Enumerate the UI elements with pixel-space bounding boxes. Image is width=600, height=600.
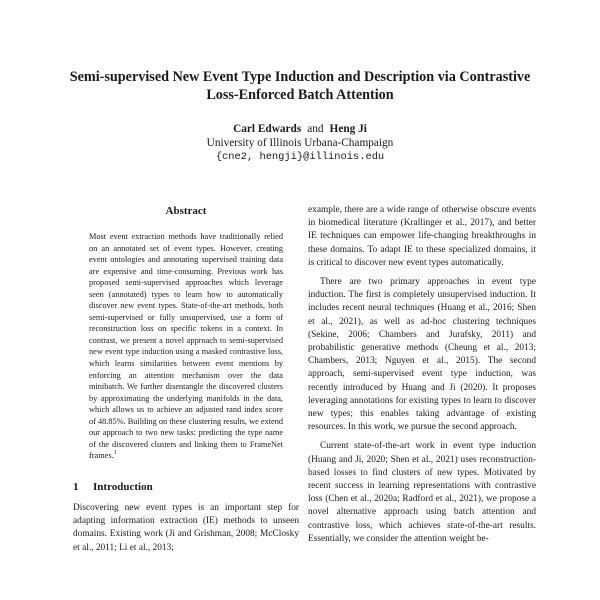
affiliation: University of Illinois Urbana-Champaign	[206, 137, 394, 149]
paper-title: Semi-supervised New Event Type Induction and Description via Contrastive Loss-Enforced Batch Attention	[69, 69, 531, 103]
body-paragraph: example, there are a wide range of otherwise obscure events in biomedical literature (Krallinger et al., 2017), and better IE techniques can empower life-changing breakthroughs in these domains. To adapt IE to these specialized domains, it is critical to discover new event types automatically.	[308, 205, 536, 268]
author-name: Carl Edwards	[233, 123, 302, 135]
footnote-marker: 1	[113, 450, 117, 457]
abstract-text: Most event extraction methods have traditionally relied on an annotated set of event types. However, creating event ontologies and annotating supervised training data are expensive and time-consuming. Previous work has proposed semi-supervised approaches which leverage seen (annotated) types to learn how to automatically discover new event types. State-of-the-art methods, both semi-supervised or fully unsupervised, use a form of reconstruction loss on specific tokens in a context. In contrast, we present a novel approach to semi-supervised new event type induction using a masked contrastive loss, which learns similarities between event mentions by enforcing an attention mechanism over the data minibatch. We further disentangle the discovered clusters by approximating the underlying manifolds in the data, which allows us to achieve an adjusted rand index score of 48.85%. Building on these clustering results, we extend our approach to two new tasks: predicting the type name of the discovered clusters and linking them to FrameNet frames.	[89, 232, 283, 461]
section-title: Introduction	[93, 480, 153, 493]
section-number: 1	[73, 480, 79, 493]
body-paragraph: Current state-of-the-art work in event type induction (Huang and Ji, 2020; Shen et al., 2021) uses reconstruction-based losses to find clusters of new types. Motivated by recent success in learning representations with contrastive loss (Chen et al., 2020a; Radford et al., 2021), we propose a novel alternative approach using batch attention and contrastive loss, which achieves state-of-the-art results. Essentially, we consider the attention weight be-	[308, 441, 536, 544]
intro-paragraph: Discovering new event types is an important step for adapting information extraction (IE) methods to unseen domains. Existing work (Ji and Grishman, 2008; McClosky et al., 2011; Li et al., 2013;	[73, 502, 299, 553]
body-paragraph: There are two primary approaches in event type induction. The first is completely unsupervised induction. It includes recent neural techniques (Huang et al., 2016; Shen et al., 2021), as well as ad-hoc clustering techniques (Sekine, 2006; Chambers and Jurafsky, 2011) and probabilistic generative methods (Cheung et al., 2013; Chambers, 2013; Nguyen et al., 2015). The second approach, semi-supervised event type induction, was recently introduced by Huang and Ji (2020). It proposes leveraging annotations for existing types to learn to discover new types; this enables taking advantage of existing resources. In this work, we pursue the second approach.	[308, 277, 536, 433]
section-heading-introduction	[73, 480, 299, 494]
author-names	[60, 122, 540, 136]
author-email: {cne2, hengji}@illinois.edu	[215, 151, 385, 163]
left-column	[73, 204, 299, 555]
abstract-heading: Abstract	[165, 205, 207, 217]
abstract-body	[89, 231, 283, 462]
author-name: Heng Ji	[329, 123, 367, 135]
right-column	[308, 204, 536, 546]
author-block	[60, 122, 540, 164]
author-conjunction: and	[307, 123, 324, 135]
